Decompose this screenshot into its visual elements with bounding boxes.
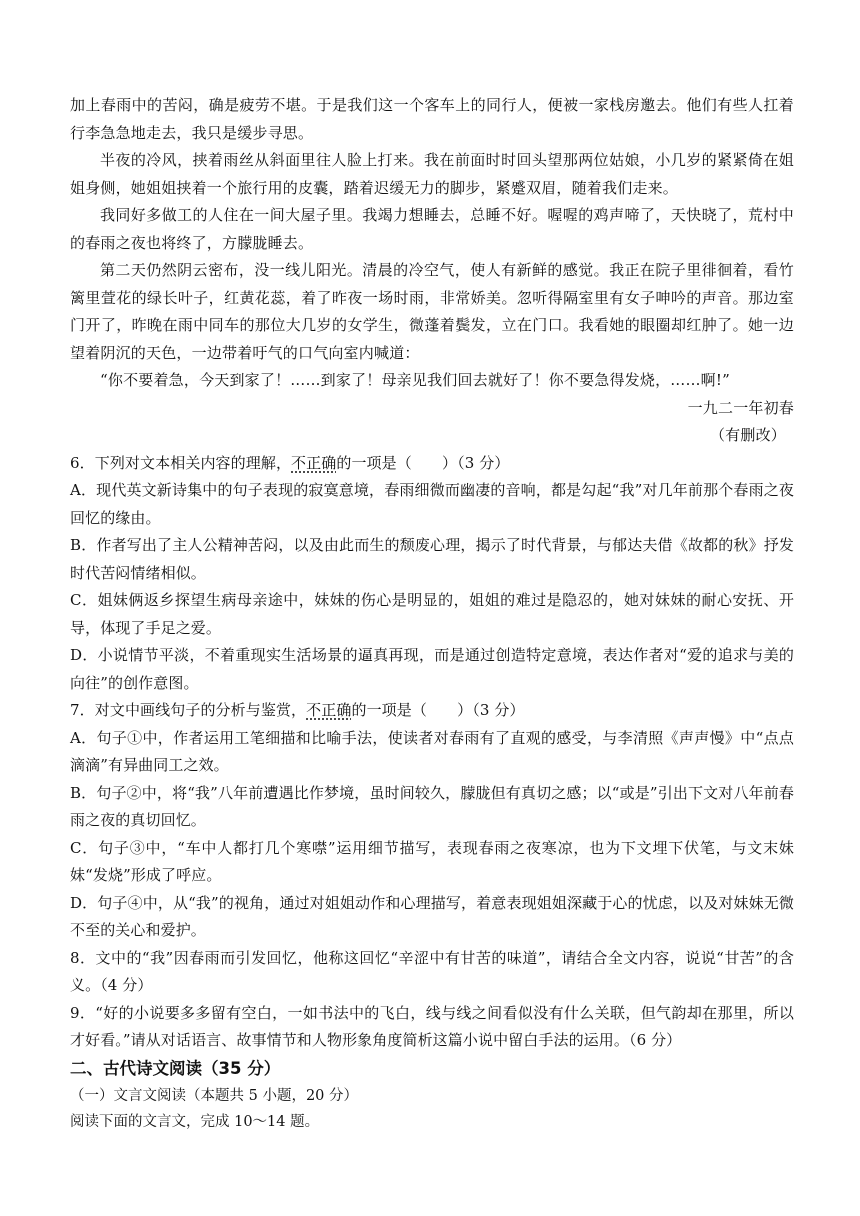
question-list xyxy=(70,450,794,1055)
question-6-emphasis: 不正确 xyxy=(291,453,337,472)
story-note: （有删改） xyxy=(709,426,786,444)
question-7-option-d: D．句子④中，从“我”的视角，通过对姐姐动作和心理描写，着意表现姐姐深藏于心的忧虑，以及对妹妹无微不至的关心和爱护。 xyxy=(70,893,794,939)
question-7-suffix: 的一项是（ ）（3 分） xyxy=(351,701,525,719)
section-heading: 二、古代诗文阅读（35 分） xyxy=(70,1058,281,1078)
question-7-prefix: 7．对文中画线句子的分析与鉴赏， xyxy=(70,701,307,719)
question-6 xyxy=(70,450,794,478)
question-9: 9．“好的小说要多多留有空白，一如书法中的飞白，线与线之间看似没有什么关联，但气韵却在那里，所以才好看。”请从对话语言、故事情节和人物形象角度简析这篇小说中留白手法的运用。（6 分） xyxy=(70,1003,794,1049)
story-paragraph: 第二天仍然阴云密布，没一线儿阳光。清晨的冷空气，使人有新鲜的感觉。我正在院子里徘徊着，看竹篱里萱花的绿长叶子，红黄花蕊，着了昨夜一场时雨，非常娇美。忽听得隔室里有女子呻吟的声音。那边室门开了，昨晚在雨中同车的那位大几岁的女学生，微蓬着鬓发，立在门口。我看她的眼圈却红肿了。她一边望着阴沉的天色，一边带着吁气的口气向室内喊道： xyxy=(70,261,794,362)
question-6-suffix: 的一项是（ ）（3 分） xyxy=(336,453,510,472)
section-instruction: 阅读下面的文言文，完成 10～14 题。 xyxy=(70,1113,320,1130)
story-paragraph: 半夜的冷风，挟着雨丝从斜面里往人脸上打来。我在前面时时回头望那两位姑娘，小几岁的紧紧倚在姐姐身侧，她姐姐挟着一个旅行用的皮囊，踏着迟缓无力的脚步，紧蹙双眉，随着我们走来。 xyxy=(70,151,794,197)
question-6-prefix: 6．下列对文本相关内容的理解， xyxy=(70,453,292,472)
question-7 xyxy=(70,697,794,725)
story-date: 一九二一年初春 xyxy=(687,398,794,417)
question-6-option-c: C．姐妹俩返乡探望生病母亲途中，妹妹的伤心是明显的，姐姐的难过是隐忍的，她对妹妹的耐心安抚、开导，体现了手足之爱。 xyxy=(70,591,794,637)
question-7-emphasis: 不正确 xyxy=(306,701,352,719)
question-6-option-b: B．作者写出了主人公精神苦闷，以及由此而生的颓废心理，揭示了时代背景，与郁达夫借《故都的秋》抒发时代苦闷情绪相似。 xyxy=(70,536,794,582)
question-6-option-a: A．现代英文新诗集中的句子表现的寂寞意境，春雨细微而幽凄的音响，都是勾起“我”对几年前那个春雨之夜回忆的缘由。 xyxy=(70,481,794,527)
story-quote: “你不要着急，今天到家了！……到家了！母亲见我们回去就好了！你不要急得发烧，……啊!” xyxy=(100,371,730,389)
question-7-option-a: A．句子①中，作者运用工笔细描和比喻手法，使读者对春雨有了直观的感受，与李清照《声声慢》中“点点滴滴”有异曲同工之效。 xyxy=(70,728,794,774)
subsection-heading: （一）文言文阅读（本题共 5 小题，20 分） xyxy=(70,1087,359,1104)
question-7-option-c: C．句子③中，“车中人都打几个寒噤”运用细节描写，表现春雨之夜寒凉，也为下文埋下伏笔，与文末妹妹“发烧”形成了呼应。 xyxy=(70,838,794,884)
story-paragraph: 加上春雨中的苦闷，确是疲劳不堪。于是我们这一个客车上的同行人，便被一家栈房邀去。他们有些人扛着行李急急地走去，我只是缓步寻思。 xyxy=(70,96,794,142)
story-paragraph: 我同好多做工的人住在一间大屋子里。我竭力想睡去，总睡不好。喔喔的鸡声啼了，天快晓了，荒村中的春雨之夜也将终了，方朦胧睡去。 xyxy=(70,206,794,252)
question-8: 8．文中的“我”因春雨而引发回忆，他称这回忆“辛涩中有甘苦的味道”，请结合全文内容，说说“甘苦”的含义。（4 分） xyxy=(70,948,794,994)
section-ancient-poetry xyxy=(70,1055,794,1135)
question-7-option-b: B．句子②中，将“我”八年前遭遇比作梦境，虽时间较久，朦胧但有真切之感；以“或是”引出下文对八年前春雨之夜的真切回忆。 xyxy=(70,783,794,829)
question-6-option-d: D．小说情节平淡，不着重现实生活场景的逼真再现，而是通过创造特定意境，表达作者对“爱的追求与美的向往”的创作意图。 xyxy=(70,646,794,692)
story-text xyxy=(70,92,794,450)
